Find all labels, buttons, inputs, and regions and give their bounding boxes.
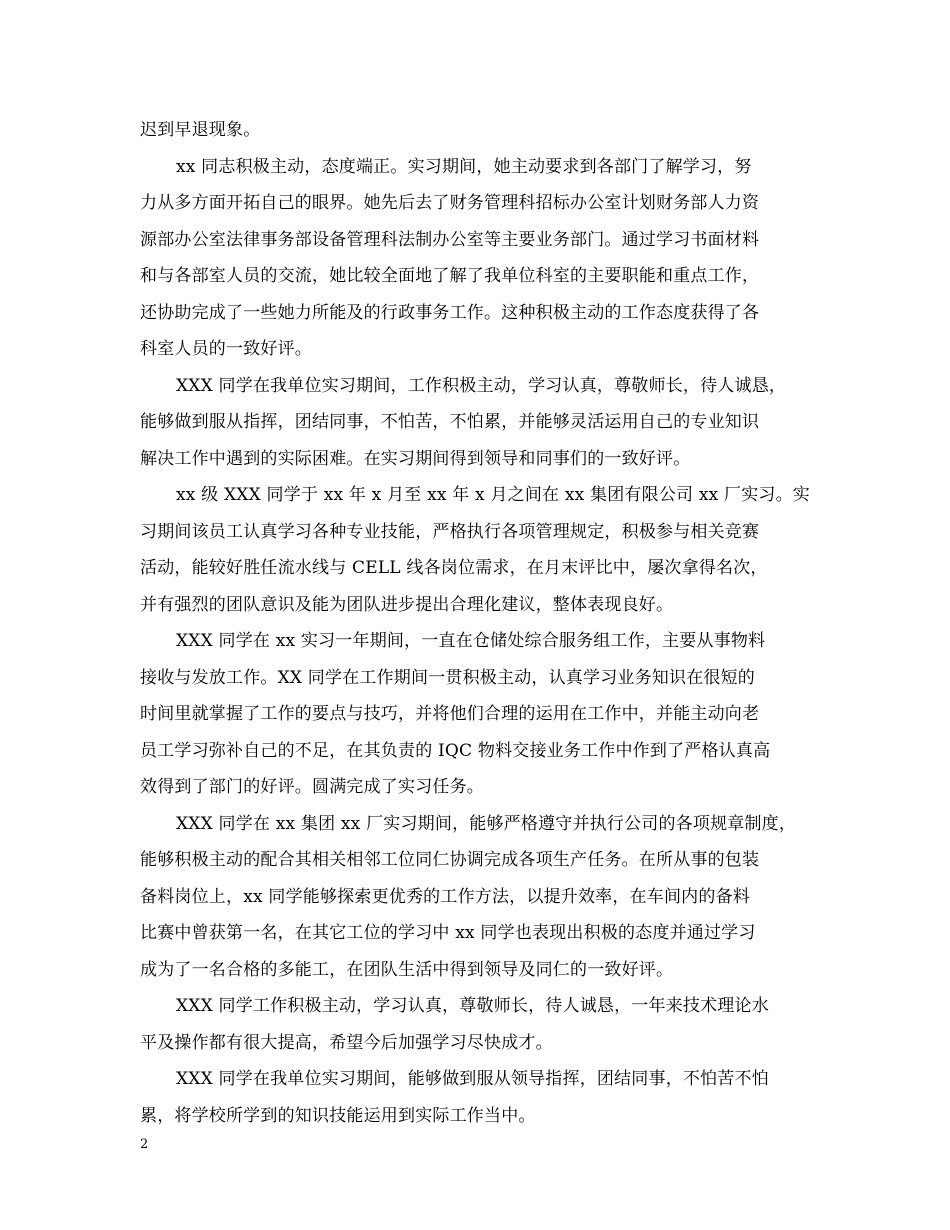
text-line: 能够积极主动的配合其相关相邻工位同仁协调完成各项生产任务。在所从事的包装 <box>140 850 760 870</box>
text-line: XXX 同学在我单位实习期间，能够做到服从领导指挥，团结同事，不怕苦不怕 <box>176 1069 769 1089</box>
text-line: XXX 同学在 xx 实习一年期间，一直在仓储处综合服务组工作，主要从事物料 <box>176 631 766 651</box>
text-line: 员工学习弥补自己的不足，在其负责的 IQC 物料交接业务工作中作到了严格认真高 <box>140 740 771 761</box>
text-line: 累，将学校所学到的知识技能运用到实际工作当中。 <box>140 1105 536 1126</box>
text-line: xx 同志积极主动，态度端正。实习期间，她主动要求到各部门了解学习，努 <box>176 156 752 177</box>
text-line: 活动，能较好胜任流水线与 CELL 线各岗位需求，在月末评比中，屡次拿得名次， <box>140 558 768 578</box>
text-line: xx 级 XXX 同学于 xx 年 x 月至 xx 年 x 月之间在 xx 集团有限公司 xx 厂实习。实 <box>176 485 811 505</box>
text-line: 科室人员的一致好评。 <box>140 339 312 359</box>
text-line: XXX 同学在我单位实习期间，工作积极主动，学习认真，尊敬师长，待人诚恳， <box>176 375 787 396</box>
document-body <box>140 112 828 1134</box>
text-line: 习期间该员工认真学习各种专业技能，严格执行各项管理规定，积极参与相关竞赛 <box>140 521 760 542</box>
text-line: XXX 同学工作积极主动，学习认真，尊敬师长，待人诚恳，一年来技术理论水 <box>176 996 769 1016</box>
text-line: 能够做到服从指挥，团结同事，不怕苦，不怕累，并能够灵活运用自己的专业知识 <box>140 412 760 432</box>
text-line: 平及操作都有很大提高，希望今后加强学习尽快成才。 <box>140 1032 553 1053</box>
text-line: 迟到早退现象。 <box>140 120 261 140</box>
text-line: 源部办公室法律事务部设备管理科法制办公室等主要业务部门。通过学习书面材料 <box>140 229 760 250</box>
text-line: 比赛中曾获第一名，在其它工位的学习中 xx 同学也表现出积极的态度并通过学习 <box>140 923 756 943</box>
text-line: 接收与发放工作。XX 同学在工作期间一贯积极主动，认真学习业务知识在很短的 <box>140 667 756 688</box>
text-line: 力从多方面开拓自己的眼界。她先后去了财务管理科招标办公室计划财务部人力资 <box>140 193 760 213</box>
text-line: 时间里就掌握了工作的要点与技巧，并将他们合理的运用在工作中，并能主动向老 <box>140 704 760 724</box>
page-number: 2 <box>140 1137 149 1152</box>
text-line: 还协助完成了一些她力所能及的行政事务工作。这种积极主动的工作态度获得了各 <box>140 302 760 323</box>
text-line: 和与各部室人员的交流，她比较全面地了解了我单位科室的主要职能和重点工作， <box>140 266 760 286</box>
text-line: 并有强烈的团队意识及能为团队进步提出合理化建议，整体表现良好。 <box>140 594 674 615</box>
text-line: XXX 同学在 xx 集团 xx 厂实习期间，能够严格遵守并执行公司的各项规章制度， <box>176 813 797 834</box>
text-line: 效得到了部门的好评。圆满完成了实习任务。 <box>140 777 484 797</box>
text-line: 成为了一名合格的多能工，在团队生活中得到领导及同仁的一致好评。 <box>140 959 674 980</box>
text-line: 解决工作中遇到的实际困难。在实习期间得到领导和同事们的一致好评。 <box>140 448 691 469</box>
text-line: 备料岗位上，xx 同学能够探索更优秀的工作方法，以提升效率，在车间内的备料 <box>140 886 750 907</box>
